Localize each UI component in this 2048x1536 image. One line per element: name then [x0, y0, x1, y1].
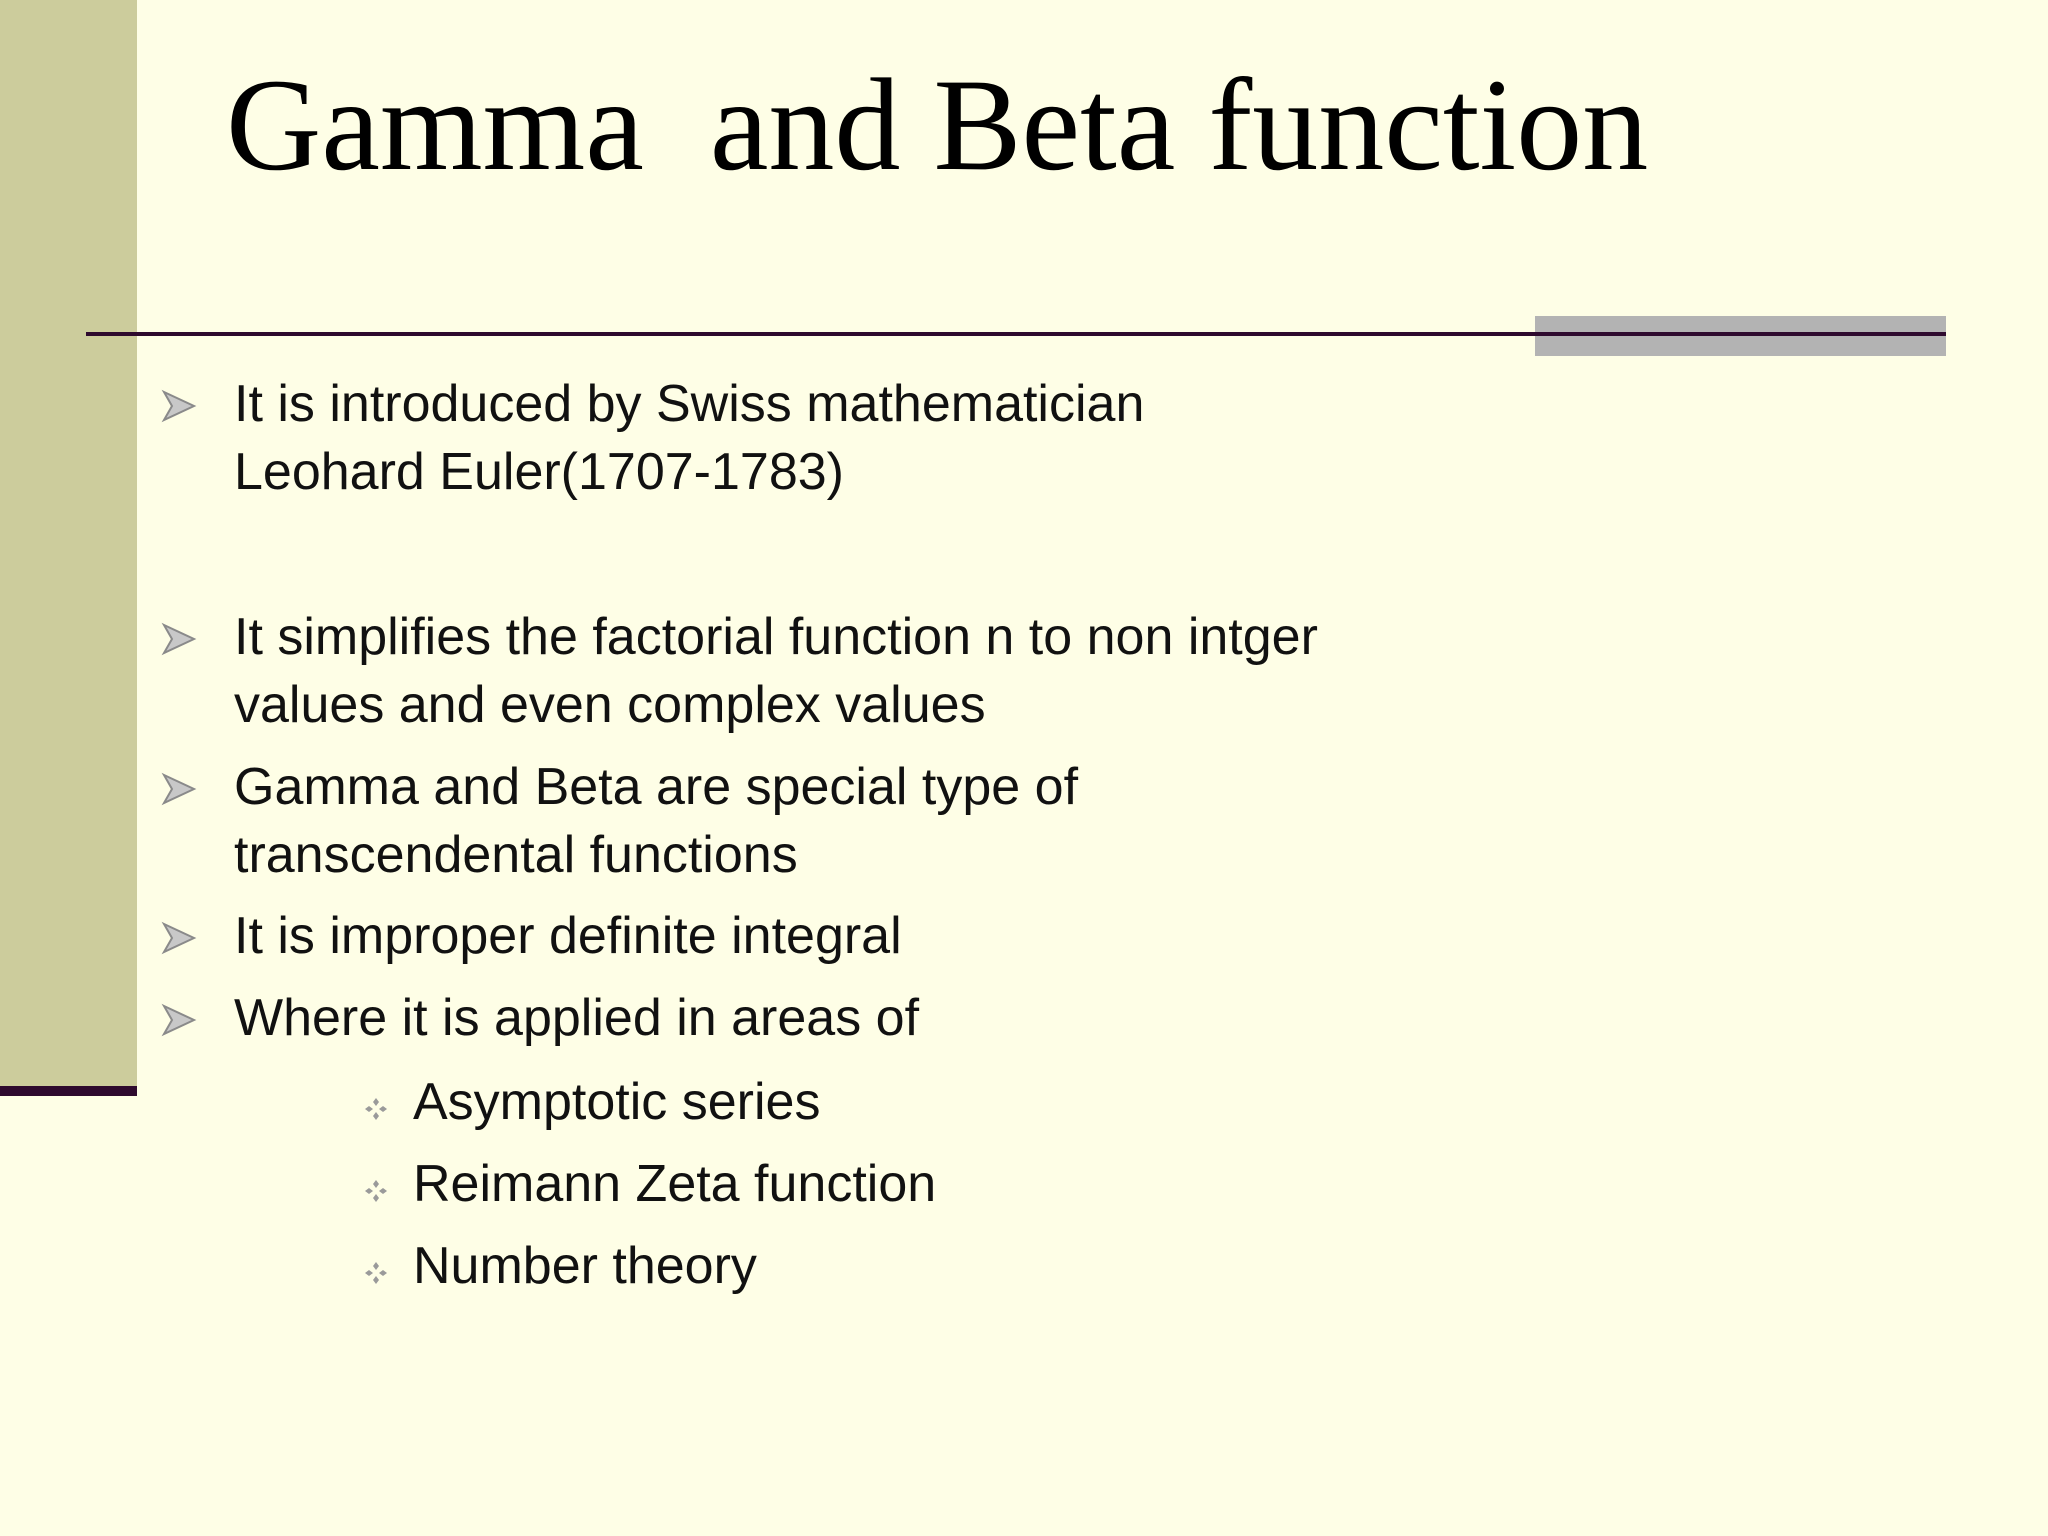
- title-rule-accent: [1535, 332, 1946, 336]
- bullet-5-line-1: Where it is applied in areas of: [234, 989, 920, 1047]
- arrow-bullet-icon: [158, 619, 198, 659]
- sidebar-underline: [0, 1086, 137, 1096]
- bullet-2-line-1: It simplifies the factorial function n to non intger: [234, 608, 1318, 666]
- arrow-bullet-icon: [158, 769, 198, 809]
- arrow-bullet-icon: [158, 918, 198, 958]
- subbullet-2: Reimann Zeta function: [413, 1155, 937, 1213]
- diamond-cluster-bullet-icon: [362, 1259, 390, 1287]
- bullet-3-line-1: Gamma and Beta are special type of: [234, 758, 1079, 816]
- diamond-cluster-bullet-icon: [362, 1095, 390, 1123]
- bullet-3-line-2: transcendental functions: [234, 826, 798, 884]
- bullet-1-line-2: Leohard Euler(1707-1783): [234, 443, 844, 501]
- subbullet-3: Number theory: [413, 1237, 757, 1295]
- slide-title: Gamma and Beta function: [226, 51, 1649, 198]
- bullet-1-line-1: It is introduced by Swiss mathematician: [234, 375, 1145, 433]
- arrow-bullet-icon: [158, 1000, 198, 1040]
- bullet-4-line-1: It is improper definite integral: [234, 907, 902, 965]
- left-sidebar-bar: [0, 0, 137, 1086]
- arrow-bullet-icon: [158, 386, 198, 426]
- bullet-2-line-2: values and even complex values: [234, 676, 986, 734]
- diamond-cluster-bullet-icon: [362, 1177, 390, 1205]
- title-rule-shadow: [1535, 316, 1946, 356]
- subbullet-1: Asymptotic series: [413, 1073, 821, 1131]
